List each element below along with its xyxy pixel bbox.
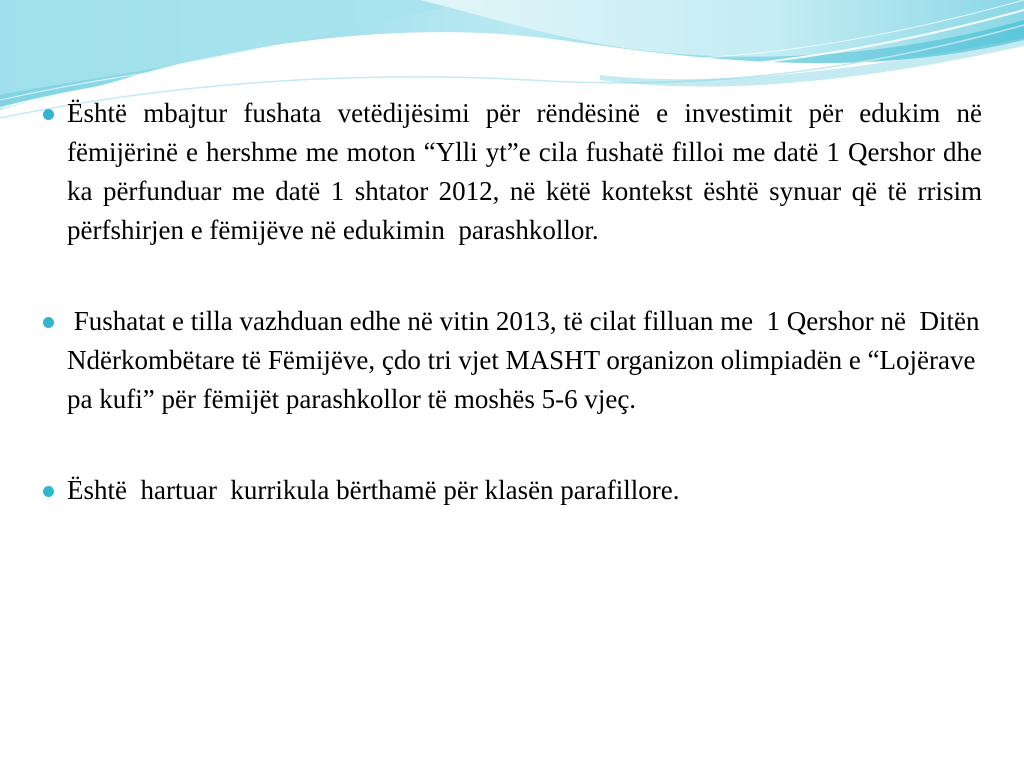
bullet-text: Fushatat e tilla vazhduan edhe në vitin 2013, të cilat filluan me 1 Qershor në Ditën Ndërkombëtare të Fëmijëve, çdo tri vjet MASHT organizon olimpiadën e “Lojërave pa kufi” për fëmijët parashkollor të moshës 5-6 vjeç. [67,306,987,414]
bullet-text: Është mbajtur fushata vetëdijësimi për rëndësinë e investimit për edukim në fëmijërinë e hershme me moton “Ylli yt”e cila fushatë filloi me datë 1 Qershor dhe ka përfunduar me datë 1 shtator 2012, në këtë kontekst është synuar që të rrisim përfshirjen e fëmijëve në edukimin parashkollor. [67,98,989,245]
list-item [40,94,989,250]
bullet-list [40,94,989,562]
bullet-dot-icon [43,317,54,328]
bullet-dot-icon [43,486,54,497]
list-item [40,302,987,419]
list-item [40,471,982,510]
bullet-dot-icon [43,109,54,120]
bullet-text: Është hartuar kurrikula bërthamë për klasën parafillore. [67,475,680,505]
